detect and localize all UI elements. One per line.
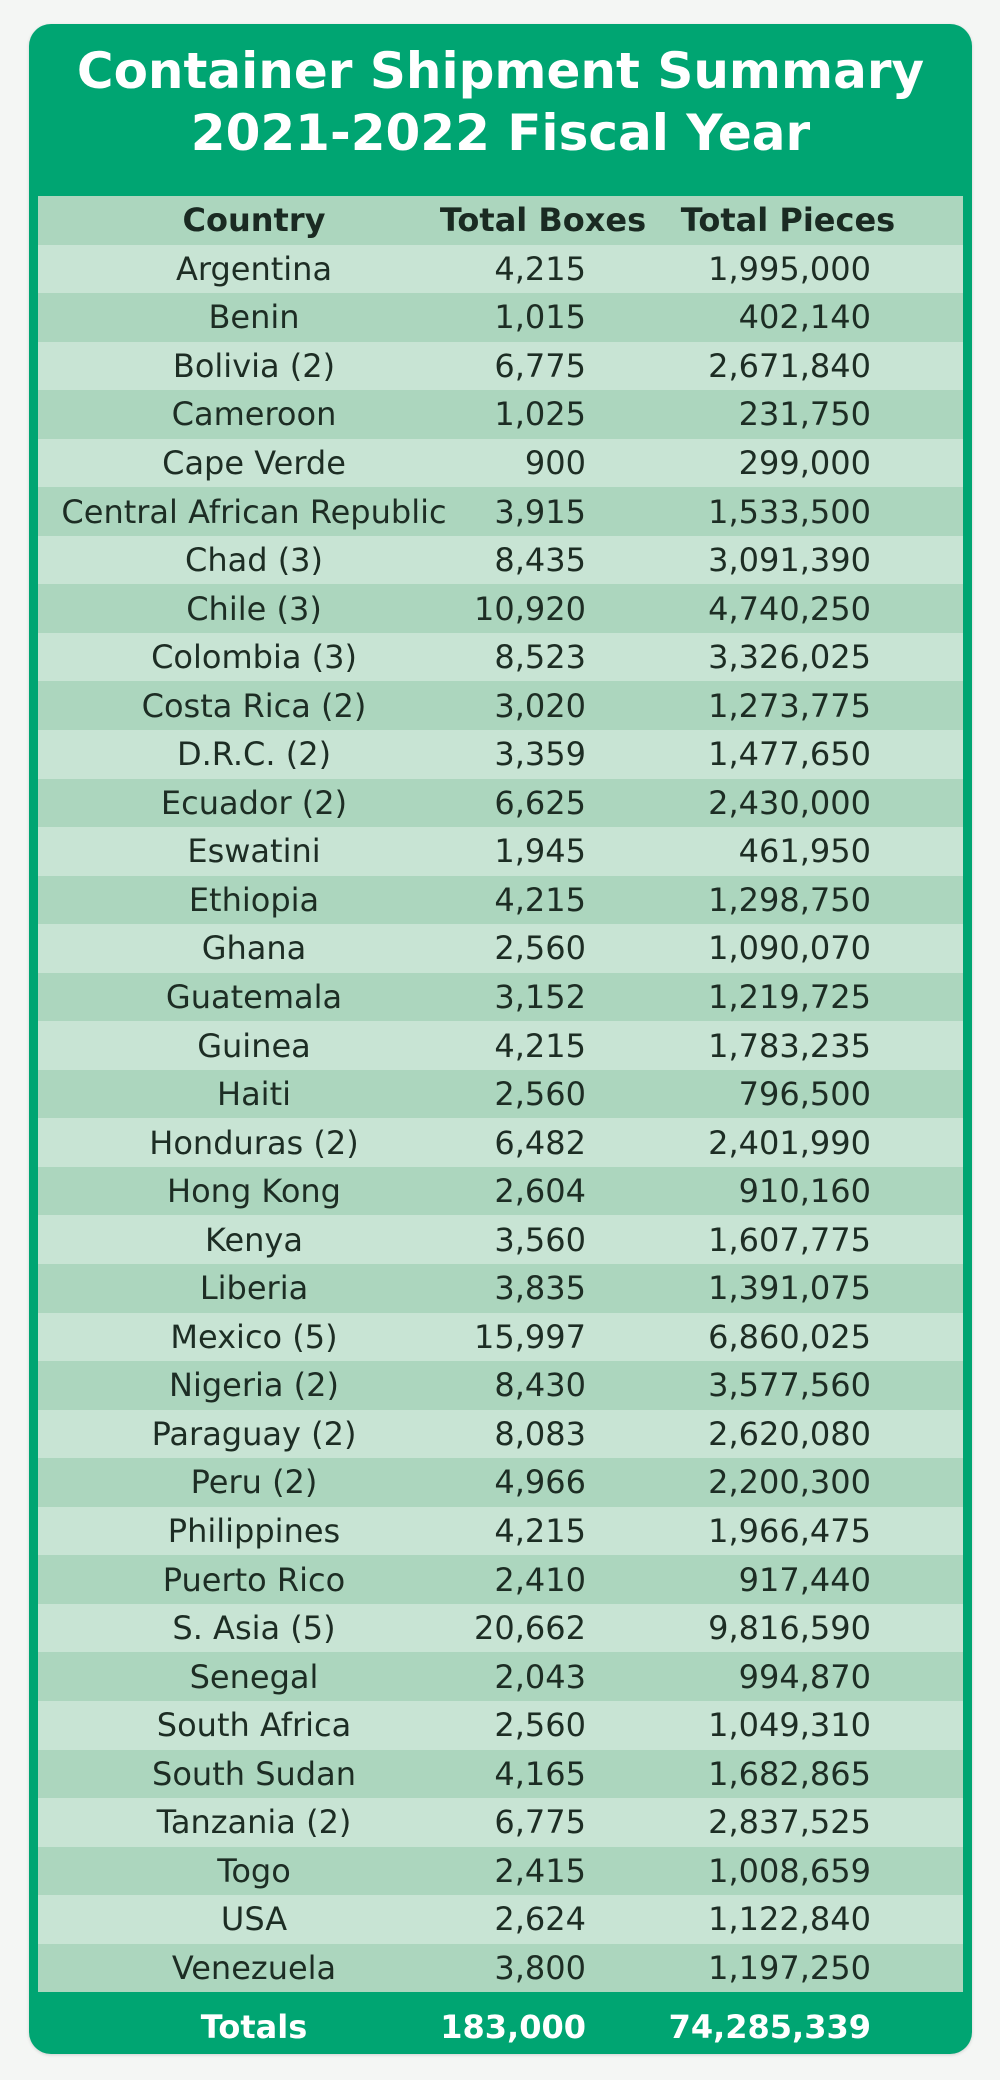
total-boxes-cell: 4,215: [494, 249, 586, 288]
table-row: [38, 1313, 963, 1362]
header-country: Country: [182, 201, 326, 240]
total-boxes-cell: 2,410: [494, 1560, 586, 1599]
table-row: [38, 1215, 963, 1264]
total-pieces-cell: 1,477,650: [708, 735, 871, 774]
country-cell: Benin: [208, 298, 300, 337]
country-cell: Puerto Rico: [162, 1560, 346, 1599]
shipment-table: [38, 196, 963, 1992]
header-total-boxes: Total Boxes: [439, 201, 647, 240]
total-boxes-cell: 3,835: [494, 1269, 586, 1308]
total-pieces-cell: 1,995,000: [708, 249, 871, 288]
total-boxes-cell: 900: [524, 444, 586, 482]
total-pieces-cell: 3,326,025: [708, 638, 871, 677]
total-pieces-cell: 402,140: [738, 298, 871, 337]
country-cell: Cameroon: [171, 395, 337, 434]
header-total-pieces: Total Pieces: [680, 201, 896, 240]
total-pieces-cell: 796,500: [738, 1075, 871, 1114]
table-row: [38, 779, 963, 828]
total-pieces-cell: 1,219,725: [708, 978, 871, 1017]
total-pieces-cell: 6,860,025: [708, 1317, 871, 1356]
total-pieces-cell: 231,750: [738, 395, 871, 434]
title-line-1: Container Shipment Summary: [76, 42, 925, 100]
total-boxes-cell: 6,625: [494, 783, 586, 822]
table-row: [38, 487, 963, 536]
table-row: [38, 1847, 963, 1896]
table-row: [38, 1652, 963, 1701]
total-pieces-cell: 2,401,990: [708, 1123, 871, 1162]
total-pieces-cell: 1,391,075: [708, 1269, 871, 1308]
total-pieces-cell: 2,837,525: [708, 1803, 871, 1842]
total-pieces-cell: 1,197,250: [708, 1948, 871, 1987]
table-row: [38, 536, 963, 585]
total-boxes-cell: 6,775: [494, 1803, 586, 1842]
total-pieces-cell: 1,783,235: [708, 1026, 871, 1065]
totals-pieces: 74,285,339: [668, 2008, 871, 2046]
table-row: [38, 1507, 963, 1556]
total-pieces-cell: 3,091,390: [708, 541, 871, 580]
table-row: [38, 876, 963, 925]
total-boxes-cell: 8,430: [494, 1366, 586, 1405]
country-cell: Tanzania (2): [156, 1803, 352, 1842]
total-boxes-cell: 10,920: [474, 589, 586, 628]
table-row: [38, 973, 963, 1022]
table-row: [38, 584, 963, 633]
country-cell: Kenya: [205, 1220, 303, 1259]
country-cell: Haiti: [217, 1075, 291, 1114]
table-row: [38, 1118, 963, 1167]
table-row: [38, 293, 963, 342]
country-cell: D.R.C. (2): [176, 735, 332, 774]
total-boxes-cell: 2,415: [494, 1851, 586, 1890]
table-row: [38, 681, 963, 730]
country-cell: Philippines: [167, 1512, 341, 1551]
total-boxes-cell: 1,025: [494, 395, 586, 434]
total-boxes-cell: 3,152: [494, 978, 586, 1017]
table-row: [38, 633, 963, 682]
table-row: [38, 1750, 963, 1799]
total-pieces-cell: 1,273,775: [708, 686, 871, 725]
total-pieces-cell: 1,122,840: [708, 1900, 871, 1939]
total-pieces-cell: 1,682,865: [708, 1754, 871, 1793]
total-boxes-cell: 6,482: [494, 1123, 586, 1162]
total-pieces-cell: 1,008,659: [708, 1851, 871, 1890]
total-pieces-cell: 2,620,080: [708, 1414, 871, 1453]
table-row: [38, 1167, 963, 1216]
total-pieces-cell: 1,298,750: [708, 880, 871, 919]
table-row: [38, 1264, 963, 1313]
table-row: [38, 827, 963, 876]
country-cell: Ghana: [201, 929, 307, 968]
table-row: [38, 1944, 963, 1993]
total-boxes-cell: 3,560: [494, 1220, 586, 1259]
total-pieces-cell: 1,533,500: [708, 492, 871, 531]
total-boxes-cell: 3,915: [494, 492, 586, 531]
country-cell: Togo: [217, 1851, 291, 1890]
country-cell: Senegal: [189, 1657, 319, 1696]
table-row: [38, 1021, 963, 1070]
country-cell: Chile (3): [186, 589, 322, 628]
table-row: [38, 1798, 963, 1847]
total-pieces-cell: 2,671,840: [708, 346, 871, 385]
total-boxes-cell: 4,215: [494, 1512, 586, 1551]
country-cell: Nigeria (2): [169, 1366, 339, 1405]
shipment-summary-card: [29, 24, 972, 2054]
country-cell: South Sudan: [152, 1754, 356, 1793]
total-pieces-cell: 1,090,070: [708, 929, 871, 968]
total-boxes-cell: 2,624: [494, 1900, 586, 1939]
total-pieces-cell: 1,607,775: [708, 1220, 871, 1259]
total-boxes-cell: 4,215: [494, 880, 586, 919]
country-cell: Hong Kong: [167, 1172, 341, 1211]
page-title: [29, 24, 972, 196]
country-cell: South Africa: [156, 1706, 352, 1745]
total-boxes-cell: 4,165: [494, 1754, 586, 1793]
country-cell: Paraguay (2): [151, 1414, 357, 1453]
total-boxes-cell: 2,560: [494, 929, 586, 968]
country-cell: USA: [220, 1900, 288, 1939]
country-cell: Honduras (2): [149, 1123, 359, 1162]
total-boxes-cell: 1,015: [494, 298, 586, 337]
table-row: [38, 1701, 963, 1750]
total-boxes-cell: 4,966: [494, 1463, 586, 1502]
totals-label: Totals: [200, 2008, 308, 2046]
total-boxes-cell: 3,020: [494, 686, 586, 725]
total-boxes-cell: 8,083: [494, 1414, 586, 1453]
title-line-2: 2021-2022 Fiscal Year: [190, 104, 811, 162]
total-boxes-cell: 2,604: [494, 1172, 586, 1211]
table-row: [38, 342, 963, 391]
total-pieces-cell: 9,816,590: [708, 1609, 871, 1648]
table-row: [38, 1361, 963, 1410]
totals-boxes: 183,000: [440, 2008, 586, 2046]
table-row: [38, 1604, 963, 1653]
country-cell: Ecuador (2): [160, 783, 348, 822]
total-boxes-cell: 8,435: [494, 541, 586, 580]
country-cell: Guatemala: [165, 978, 343, 1017]
table-row: [38, 1070, 963, 1119]
table-row: [38, 1410, 963, 1459]
total-boxes-cell: 2,560: [494, 1706, 586, 1745]
total-boxes-cell: 2,560: [494, 1075, 586, 1114]
table-row: [38, 1555, 963, 1604]
total-boxes-cell: 1,945: [494, 832, 586, 871]
total-boxes-cell: 6,775: [494, 346, 586, 385]
country-cell: Venezuela: [171, 1948, 337, 1987]
total-pieces-cell: 1,966,475: [708, 1512, 871, 1551]
table-row: [38, 439, 963, 488]
total-boxes-cell: 15,997: [474, 1317, 586, 1356]
total-pieces-cell: 3,577,560: [708, 1366, 871, 1405]
total-pieces-cell: 1,049,310: [708, 1706, 871, 1745]
country-cell: Costa Rica (2): [141, 686, 367, 725]
total-boxes-cell: 4,215: [494, 1026, 586, 1065]
table-row: [38, 924, 963, 973]
table-row: [38, 390, 963, 439]
total-boxes-cell: 20,662: [474, 1609, 586, 1648]
country-cell: Liberia: [199, 1269, 309, 1308]
total-pieces-cell: 2,200,300: [708, 1463, 871, 1502]
country-cell: Central African Republic: [61, 492, 447, 531]
country-cell: S. Asia (5): [172, 1609, 336, 1648]
table-row: [38, 1895, 963, 1944]
table-row: [38, 245, 963, 294]
total-boxes-cell: 3,800: [494, 1948, 586, 1987]
table-header-row: [38, 196, 963, 245]
country-cell: Argentina: [175, 249, 333, 288]
table-row: [38, 730, 963, 779]
total-pieces-cell: 910,160: [738, 1172, 871, 1211]
country-cell: Peru (2): [190, 1463, 318, 1502]
total-pieces-cell: 4,740,250: [708, 589, 871, 628]
totals-row: [38, 2003, 963, 2051]
total-pieces-cell: 994,870: [738, 1657, 871, 1696]
total-pieces-cell: 461,950: [738, 832, 871, 871]
total-boxes-cell: 8,523: [494, 638, 586, 677]
total-boxes-cell: 3,359: [494, 735, 586, 774]
country-cell: Guinea: [197, 1026, 311, 1065]
table-row: [38, 1458, 963, 1507]
country-cell: Bolivia (2): [172, 346, 336, 385]
country-cell: Eswatini: [187, 832, 321, 871]
country-cell: Chad (3): [184, 541, 324, 580]
total-pieces-cell: 2,430,000: [708, 783, 871, 822]
total-boxes-cell: 2,043: [494, 1657, 586, 1696]
country-cell: Mexico (5): [170, 1317, 338, 1356]
total-pieces-cell: 299,000: [738, 444, 871, 482]
country-cell: Ethiopia: [188, 880, 320, 919]
country-cell: Cape Verde: [162, 444, 346, 482]
country-cell: Colombia (3): [151, 638, 357, 677]
total-pieces-cell: 917,440: [738, 1560, 871, 1599]
